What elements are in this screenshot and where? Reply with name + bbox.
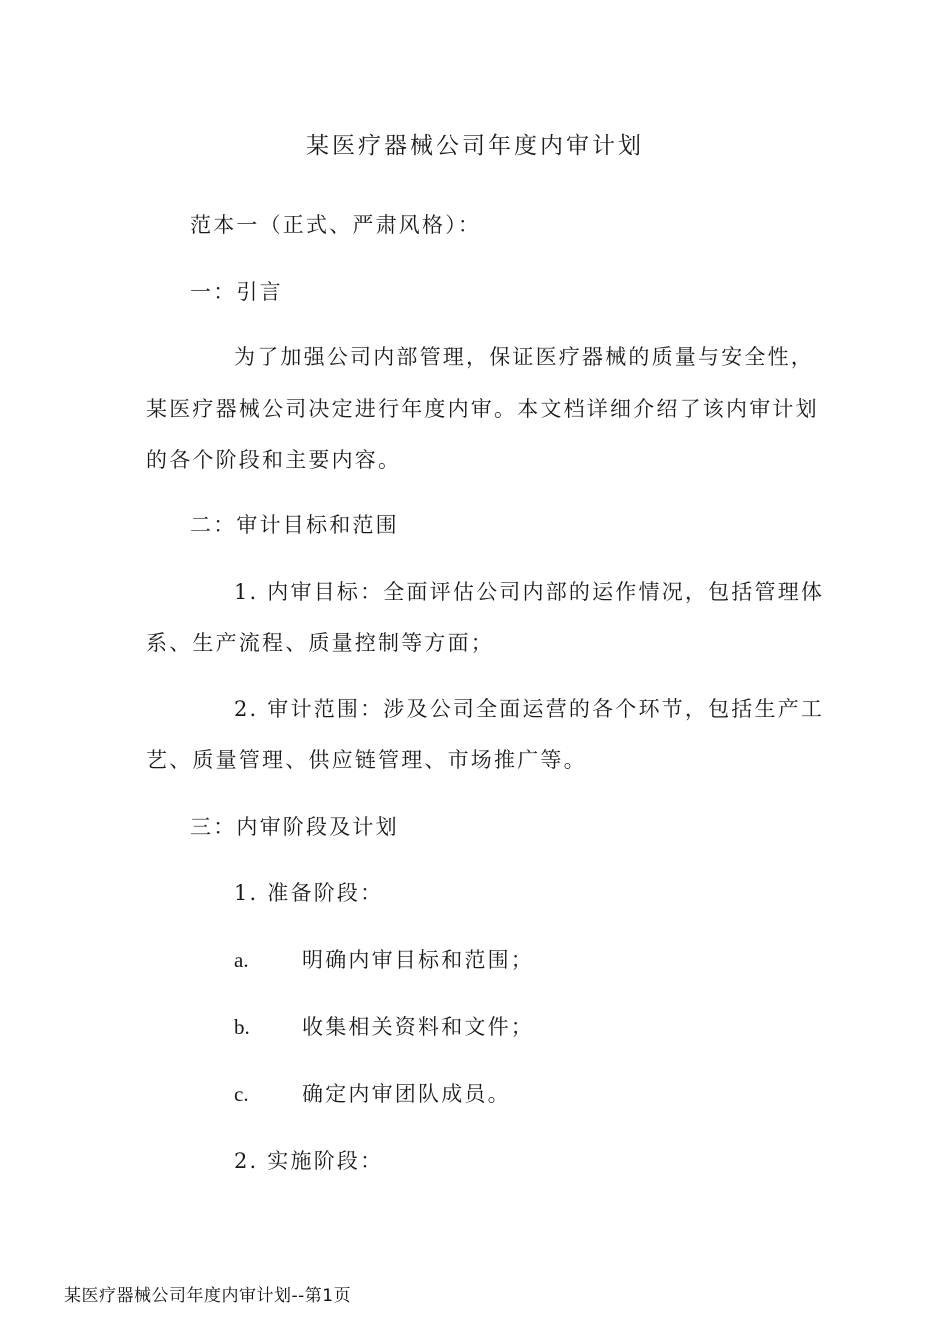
section-heading-intro: 一：引言 — [190, 280, 283, 304]
prep-stage-heading: 1. 准备阶段： — [234, 881, 384, 905]
intro-paragraph-line-3: 的各个阶段和主要内容。 — [146, 448, 402, 472]
prep-item-b-marker: b. — [234, 1015, 250, 1039]
prep-item-a-text: 明确内审目标和范围； — [302, 948, 534, 972]
goals-item-1-line-1: 1. 内审目标：全面评估公司内部的运作情况，包括管理体 — [234, 580, 825, 604]
goals-item-2-line-2: 艺、质量管理、供应链管理、市场推广等。 — [146, 748, 587, 772]
page-footer: 某医疗器械公司年度内审计划--第1页 — [64, 1286, 352, 1306]
prep-item-c-marker: c. — [234, 1082, 249, 1106]
variant-heading: 范本一（正式、严肃风格）： — [190, 213, 482, 237]
section-heading-stages: 三：内审阶段及计划 — [190, 815, 399, 839]
prep-item-a-marker: a. — [234, 948, 249, 972]
document-title: 某医疗器械公司年度内审计划 — [306, 133, 644, 159]
intro-paragraph-line-1: 为了加强公司内部管理，保证医疗器械的质量与安全性， — [234, 345, 814, 369]
impl-stage-heading: 2. 实施阶段： — [234, 1149, 384, 1173]
goals-item-2-line-1: 2. 审计范围：涉及公司全面运营的各个环节，包括生产工 — [234, 697, 825, 721]
prep-item-c-text: 确定内审团队成员。 — [302, 1082, 511, 1106]
section-heading-goals: 二：审计目标和范围 — [190, 513, 399, 537]
intro-paragraph-line-2: 某医疗器械公司决定进行年度内审。本文档详细介绍了该内审计划 — [146, 397, 819, 421]
prep-item-b-text: 收集相关资料和文件； — [302, 1015, 534, 1039]
goals-item-1-line-2: 系、生产流程、质量控制等方面； — [146, 631, 494, 655]
